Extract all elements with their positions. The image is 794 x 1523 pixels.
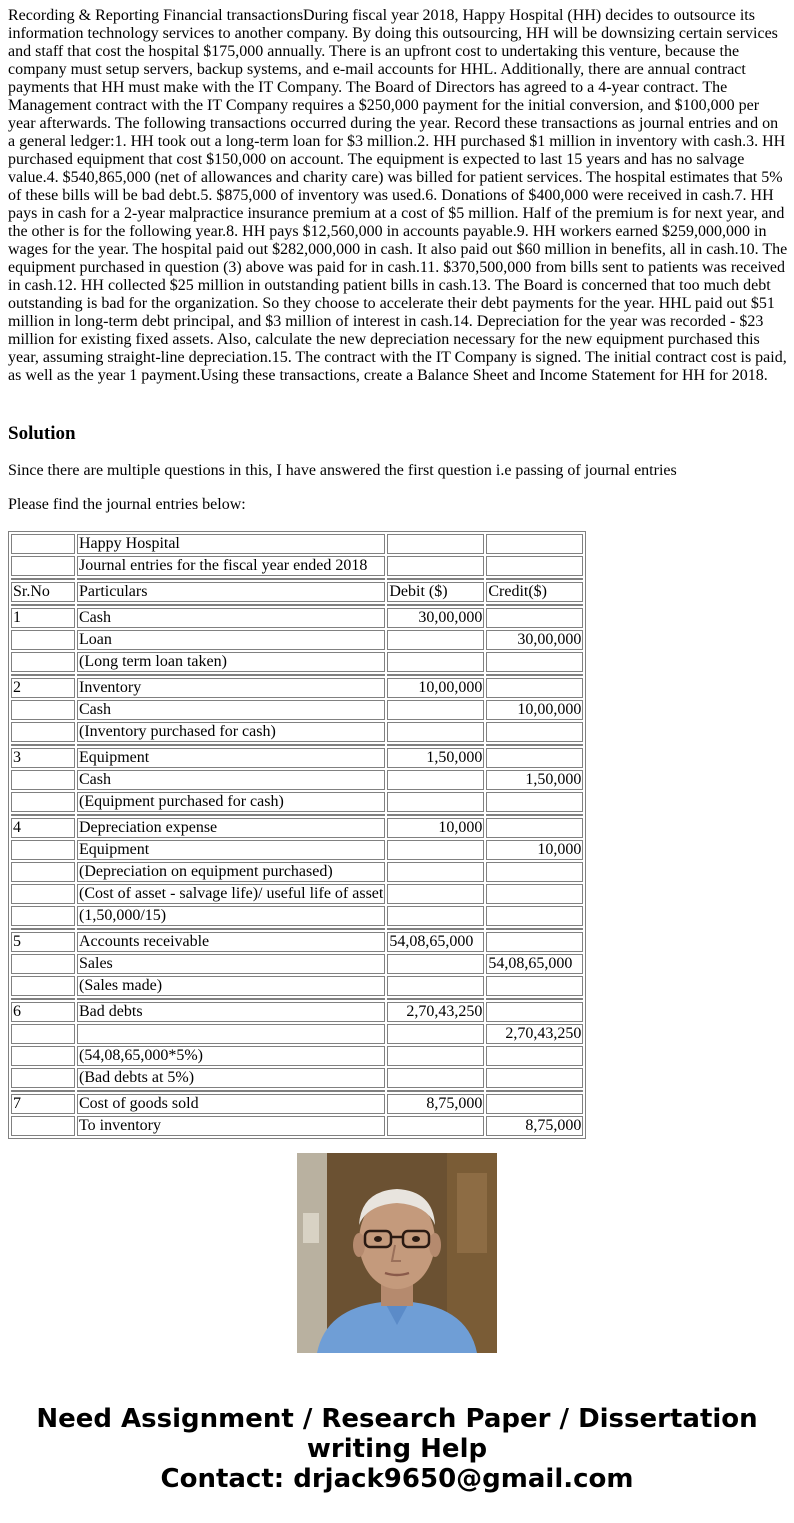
promo-contact-email[interactable]: Contact: drjack9650@gmail.com: [160, 1464, 634, 1494]
cell-credit: [486, 884, 583, 904]
intro-text: Since there are multiple questions in this, I have answered the first question i.e passing of journal entries: [8, 462, 677, 479]
cell-debit: [387, 652, 484, 672]
header-srno: Sr.No: [11, 582, 75, 602]
cell-credit: 10,00,000: [486, 700, 583, 720]
table-separator: [11, 814, 583, 816]
cell-credit: [486, 678, 583, 698]
header-particulars: Particulars: [77, 582, 385, 602]
cell-credit: [486, 792, 583, 812]
cell-particulars: [77, 1024, 385, 1044]
cell-srno: [11, 1068, 75, 1088]
cell-srno: [11, 976, 75, 996]
table-row: [11, 770, 583, 790]
cell-debit: 10,000: [387, 818, 484, 838]
cell-credit: [486, 748, 583, 768]
cell-credit: 2,70,43,250: [486, 1024, 583, 1044]
cell-credit: 1,50,000: [486, 770, 583, 790]
table-row: [11, 1046, 583, 1066]
cell-debit: 10,00,000: [387, 678, 484, 698]
table-row: [11, 1116, 583, 1136]
cell-srno: [11, 862, 75, 882]
cell-srno: 7: [11, 1094, 75, 1114]
promo-line-2: writing Help: [306, 1434, 488, 1464]
cell-debit: [387, 700, 484, 720]
table-separator: [11, 578, 583, 580]
table-separator: [11, 674, 583, 676]
cell-srno: [11, 700, 75, 720]
table-title-row: [11, 534, 583, 554]
cell-debit: [387, 862, 484, 882]
table-row: [11, 608, 583, 628]
question-text: Recording & Reporting Financial transactionsDuring fiscal year 2018, Happy Hospital (HH) decides to outsource its information technology services to another company. By doing this outsourcing, HH will be downsizing certain services and staff that cost the hospital $175,000 annually. There is an upfront cost to undertaking this venture, because the company must setup servers, backup systems, and e-mail accounts for HHL. Additionally, there are annual contract payments that HH must make with the IT Company. The Board of Directors has agreed to a 4-year contract. The Management contract with the IT Company requires a $250,000 payment for the initial conversion, and $100,000 per year afterwards. The following transactions occurred during the year. Record these transactions as journal entries and on a general ledger:1. HH took out a long-term loan for $3 million.2. HH purchased $1 million in inventory with cash.3. HH purchased equipment that cost $150,000 on account. The equipment is expected to last 15 years and has no salvage value.4. $540,865,000 (net of allowances and charity care) was billed for patient services. The hospital estimates that 5% of these bills will be bad debt.5. $875,000 of inventory was used.6. Donations of $400,000 were received in cash.7. HH pays in cash for a 2-year malpractice insurance premium at a cost of $5 million. Half of the premium is for next year, and the other is for the following year.8. HH pays $12,560,000 in accounts payable.9. HH workers earned $259,000,000 in wages for the year. The hospital paid out $282,000,000 in cash. It also paid out $60 million in benefits, all in cash.10. The equipment purchased in question (3) above was paid for in cash.11. $370,500,000 from bills sent to patients was received in cash.12. HH collected $25 million in outstanding patient bills in cash.13. The Board is concerned that too much debt outstanding is bad for the organization. So they choose to accelerate their debt payments for the year. HHL paid out $51 million in long-term debt principal, and $3 million of interest in cash.14. Depreciation for the year was recorded - $23 million for existing fixed assets. Also, calculate the new depreciation necessary for the new equipment purchased this year, assuming straight-line depreciation.15. The contract with the IT Company is signed. The initial contract cost is paid, as well as the year 1 payment.Using these transactions, create a Balance Sheet and Income Statement for HH for 2018.: [8, 7, 788, 384]
cell-credit: [486, 906, 583, 926]
journal-table-container[interactable]: [8, 531, 608, 1134]
cell-particulars: Cash: [77, 770, 385, 790]
promo-banner: [0, 1404, 794, 1494]
cell-particulars: (Depreciation on equipment purchased): [77, 862, 385, 882]
cell-srno: 6: [11, 1002, 75, 1022]
cell-debit: [387, 1046, 484, 1066]
cell-debit: 8,75,000: [387, 1094, 484, 1114]
cell-particulars: To inventory: [77, 1116, 385, 1136]
table-row: [11, 840, 583, 860]
cell-credit: [486, 1068, 583, 1088]
table-row: [11, 700, 583, 720]
cell-srno: [11, 884, 75, 904]
cell-debit: [387, 770, 484, 790]
cell-srno: [11, 954, 75, 974]
cell-debit: [387, 840, 484, 860]
table-row: [11, 954, 583, 974]
table-row: [11, 722, 583, 742]
cell-srno: [11, 1116, 75, 1136]
cell-particulars: (1,50,000/15): [77, 906, 385, 926]
cell-particulars: (54,08,65,000*5%): [77, 1046, 385, 1066]
cell-particulars: Equipment: [77, 748, 385, 768]
table-separator: [11, 998, 583, 1000]
table-subtitle-row: [11, 556, 583, 576]
cell-debit: [387, 792, 484, 812]
cell-particulars: Sales: [77, 954, 385, 974]
cell-credit: 54,08,65,000: [486, 954, 583, 974]
cell-debit: [387, 884, 484, 904]
cell-srno: 1: [11, 608, 75, 628]
cell-srno: [11, 792, 75, 812]
cell-particulars: (Equipment purchased for cash): [77, 792, 385, 812]
cell-credit: [486, 1046, 583, 1066]
cell-debit: 1,50,000: [387, 748, 484, 768]
cell-srno: [11, 770, 75, 790]
table-title: Happy Hospital: [77, 534, 385, 554]
cell-particulars: Cost of goods sold: [77, 1094, 385, 1114]
cell-credit: [486, 608, 583, 628]
cell-debit: [387, 1024, 484, 1044]
cell-particulars: Inventory: [77, 678, 385, 698]
table-separator: [11, 928, 583, 930]
table-row: [11, 862, 583, 882]
cell-particulars: (Sales made): [77, 976, 385, 996]
cell-credit: [486, 818, 583, 838]
cell-srno: 5: [11, 932, 75, 952]
table-row: [11, 976, 583, 996]
table-row: [11, 1024, 583, 1044]
intro-text-journal: Please find the journal entries below:: [8, 496, 246, 513]
cell-srno: [11, 722, 75, 742]
cell-srno: [11, 630, 75, 650]
cell-srno: [11, 840, 75, 860]
cell-debit: [387, 954, 484, 974]
cell-srno: 3: [11, 748, 75, 768]
cell-debit: 30,00,000: [387, 608, 484, 628]
cell-debit: [387, 976, 484, 996]
cell-particulars: (Bad debts at 5%): [77, 1068, 385, 1088]
table-separator: [11, 1090, 583, 1092]
cell-debit: [387, 722, 484, 742]
cell-credit: 30,00,000: [486, 630, 583, 650]
cell-particulars: Cash: [77, 608, 385, 628]
cell-srno: [11, 906, 75, 926]
table-row: [11, 1068, 583, 1088]
cell-credit: [486, 1002, 583, 1022]
cell-particulars: (Long term loan taken): [77, 652, 385, 672]
cell-srno: [11, 1046, 75, 1066]
table-row: [11, 1002, 583, 1022]
cell-credit: [486, 932, 583, 952]
cell-credit: [486, 862, 583, 882]
cell-particulars: Accounts receivable: [77, 932, 385, 952]
cell-particulars: Cash: [77, 700, 385, 720]
cell-credit: 8,75,000: [486, 1116, 583, 1136]
cell-credit: [486, 722, 583, 742]
cell-particulars: Depreciation expense: [77, 818, 385, 838]
table-subtitle: Journal entries for the fiscal year ended 2018: [77, 556, 385, 576]
cell-credit: [486, 652, 583, 672]
cell-debit: [387, 1116, 484, 1136]
table-row: [11, 906, 583, 926]
cell-particulars: (Inventory purchased for cash): [77, 722, 385, 742]
table-row: [11, 792, 583, 812]
cell-srno: [11, 1024, 75, 1044]
cell-credit: [486, 976, 583, 996]
cell-debit: [387, 1068, 484, 1088]
cell-particulars: Equipment: [77, 840, 385, 860]
table-header-row: [11, 582, 583, 602]
cell-credit: [486, 1094, 583, 1114]
cell-debit: [387, 630, 484, 650]
table-row: [11, 932, 583, 952]
cell-particulars: Loan: [77, 630, 385, 650]
author-avatar-photo: [297, 1153, 497, 1353]
solution-heading: Solution: [8, 423, 76, 444]
table-row: [11, 884, 583, 904]
table-row: [11, 748, 583, 768]
cell-srno: 4: [11, 818, 75, 838]
table-row: [11, 818, 583, 838]
table-row: [11, 630, 583, 650]
table-separator: [11, 744, 583, 746]
cell-particulars: (Cost of asset - salvage life)/ useful life of asset: [79, 885, 384, 902]
cell-srno: 2: [11, 678, 75, 698]
cell-srno: [11, 652, 75, 672]
table-row: [11, 678, 583, 698]
promo-line-1: Need Assignment / Research Paper / Dissertation: [36, 1404, 758, 1434]
cell-debit: 54,08,65,000: [387, 932, 484, 952]
journal-entries-table: [8, 531, 586, 1139]
header-credit: Credit($): [486, 582, 583, 602]
table-separator: [11, 604, 583, 606]
table-row: [11, 1094, 583, 1114]
cell-particulars: Bad debts: [77, 1002, 385, 1022]
table-row: [11, 652, 583, 672]
cell-debit: [387, 906, 484, 926]
cell-debit: 2,70,43,250: [387, 1002, 484, 1022]
header-debit: Debit ($): [387, 582, 484, 602]
cell-credit: 10,000: [486, 840, 583, 860]
